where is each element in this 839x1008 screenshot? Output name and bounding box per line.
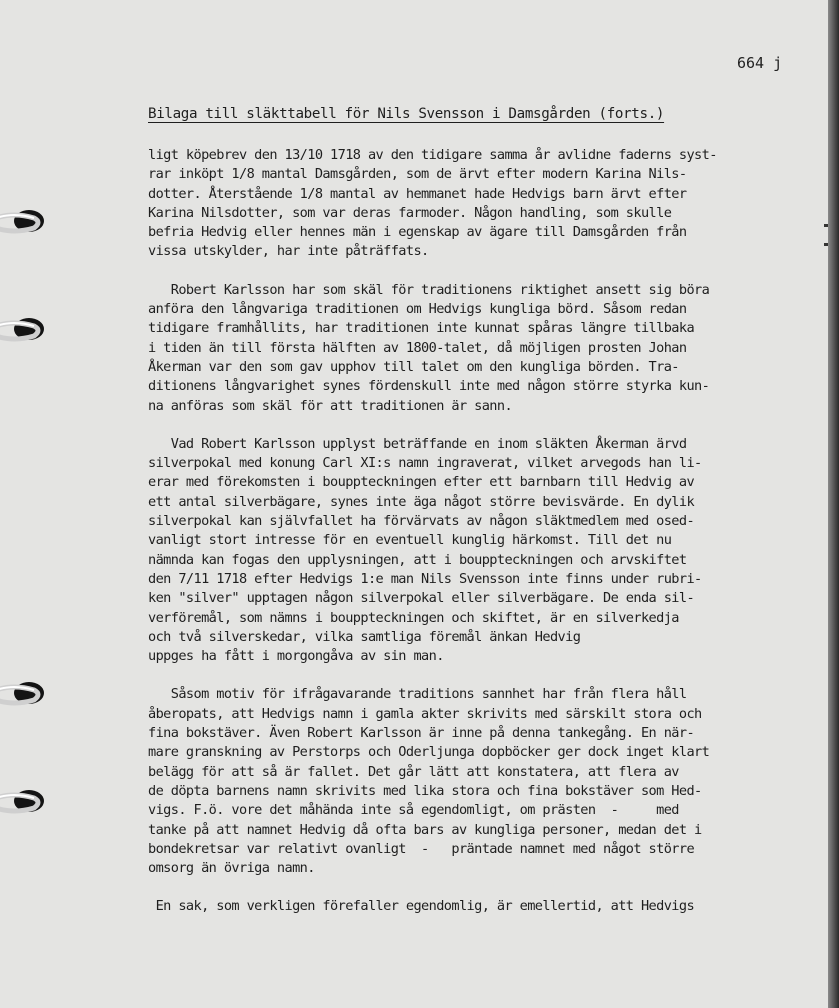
- text-line: silverpokal med konung Carl XI:s namn ingraverat, vilket arvegods han li-: [148, 455, 702, 472]
- text-line: den 7/11 1718 efter Hedvigs 1:e man Nils Svensson inte finns under rubri-: [148, 570, 702, 587]
- text-line: vigs. F.ö. vore det måhända inte så egendomligt, om prästen - med: [148, 802, 679, 819]
- paragraph: [148, 897, 828, 916]
- binder-ring-icon: [0, 790, 46, 816]
- text-line: na anföras som skäl för att traditionen är sann.: [148, 397, 513, 414]
- binder-ring-icon: [0, 210, 46, 236]
- page-edge: [828, 0, 839, 1008]
- text-line: ligt köpebrev den 13/10 1718 av den tidigare samma år avlidne faderns syst-: [148, 147, 717, 163]
- text-line: omsorg än övriga namn.: [148, 860, 315, 877]
- paragraph: [148, 435, 828, 667]
- text-line: Karina Nilsdotter, som var deras farmoder. Någon handling, som skulle: [148, 204, 672, 221]
- text-line: mare granskning av Perstorps och Oderljunga dopböcker ger dock inget klart: [148, 744, 710, 761]
- text-line: befria Hedvig eller hennes män i egenskap av ägare till Damsgården från: [148, 224, 687, 241]
- text-line: Såsom motiv för ifrågavarande traditions sannhet har från flera håll: [148, 686, 687, 703]
- text-line: åberopats, att Hedvigs namn i gamla akter skrivits med särskilt stora och: [148, 705, 702, 722]
- text-line: uppges ha fått i morgongåva av sin man.: [148, 648, 444, 665]
- page-heading: Bilaga till släkttabell för Nils Svensson i Damsgården (forts.): [148, 106, 665, 122]
- text-line: ken "silver" upptagen någon silverpokal eller silverbägare. De enda sil-: [148, 590, 695, 607]
- text-line: silverpokal kan självfallet ha förvärvats av någon släktmedlem med osed-: [148, 513, 695, 530]
- text-line: Åkerman var den som gav upphov till talet om den kungliga börden. Tra-: [148, 358, 679, 375]
- text-line: belägg för att så är fallet. Det går lätt att konstatera, att flera av: [148, 763, 679, 780]
- paragraph: [148, 281, 828, 416]
- text-line: fina bokstäver. Även Robert Karlsson är inne på denna tankegång. En när-: [148, 725, 695, 742]
- text-line: erar med förekomsten i bouppteckningen efter ett barnbarn till Hedvig av: [148, 474, 695, 491]
- text-line: dotter. Återstående 1/8 mantal av hemmanet hade Hedvigs barn ärvt efter: [148, 185, 687, 202]
- document-body: [148, 146, 828, 936]
- text-line: nämnda kan fogas den upplysningen, att i bouppteckningen och arvskiftet: [148, 551, 687, 568]
- text-line: vanligt stort intresse för en eventuell kunglig härkomst. Till det nu: [148, 532, 672, 549]
- text-line: anföra den långvariga traditionen om Hedvigs kungliga börd. Såsom redan: [148, 301, 687, 318]
- text-line: vissa utskylder, har inte påträffats.: [148, 243, 429, 260]
- binder-ring-icon: [0, 318, 46, 344]
- text-line: de döpta barnens namn skrivits med lika stora och fina bokstäver som Hed-: [148, 782, 702, 799]
- text-line: ett antal silverbägare, synes inte äga något större bevisvärde. En dylik: [148, 493, 695, 510]
- paragraph: [148, 685, 828, 878]
- page-number: 664 j: [737, 54, 783, 72]
- text-line: ditionens långvarighet synes fördenskull inte med någon större styrka kun-: [148, 378, 710, 395]
- text-line: i tiden än till första hälften av 1800-talet, då möjligen prosten Johan: [148, 339, 687, 356]
- text-line: En sak, som verkligen förefaller egendomlig, är emellertid, att Hedvigs: [148, 898, 695, 915]
- text-line: tidigare framhållits, har traditionen inte kunnat spåras längre tillbaka: [148, 320, 695, 337]
- text-line: Robert Karlsson har som skäl för traditionens riktighet ansett sig böra: [148, 281, 710, 298]
- text-line: bondekretsar var relativt ovanligt - präntade namnet med något större: [148, 840, 695, 857]
- text-line: Vad Robert Karlsson upplyst beträffande en inom släkten Åkerman ärvd: [148, 435, 687, 452]
- paragraph: [148, 146, 828, 262]
- text-line: och två silverskedar, vilka samtliga föremål änkan Hedvig: [148, 628, 581, 645]
- text-line: rar inköpt 1/8 mantal Damsgården, som de ärvt efter modern Karina Nils-: [148, 166, 687, 183]
- text-line: tanke på att namnet Hedvig då ofta bars av kungliga personer, medan det i: [148, 821, 702, 838]
- text-line: verföremål, som nämns i bouppteckningen och skiftet, är en silverkedja: [148, 609, 679, 626]
- binder-ring-icon: [0, 682, 46, 708]
